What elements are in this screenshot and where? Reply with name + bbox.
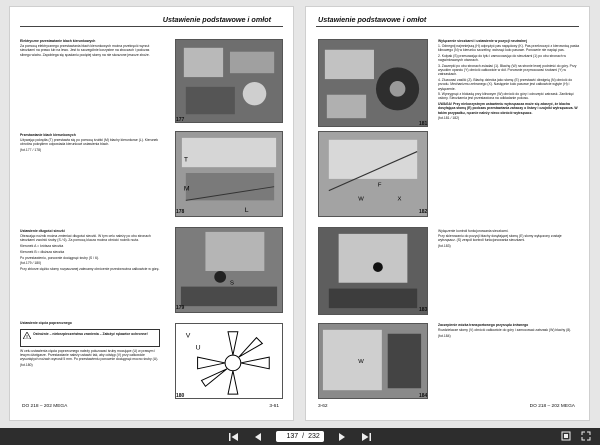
page-indicator	[276, 431, 324, 442]
svg-text:V: V	[185, 332, 191, 340]
section-chop-length	[20, 229, 160, 273]
svg-text:L: L	[244, 207, 249, 215]
figure-number: 177	[176, 117, 185, 123]
left-page	[9, 6, 294, 421]
list-item: 3. Zaczepki po obu stronach zsiadać (1). Błachę (W) na stronie lewej podnieść do góry. Przy wysokim oparciu (Y) obrócić całkowicie w dół. Ponownie przymocować śrubami (Y) w zatrzaskach.	[438, 64, 577, 77]
section-heading: Ustawienie długości sieczki	[20, 229, 65, 233]
figure-number: 179	[176, 305, 185, 311]
section-deflector-adjust	[20, 133, 160, 154]
section-electric-deflector	[20, 39, 160, 58]
viewer-toolbar	[0, 428, 600, 445]
figure-181-photo	[318, 39, 428, 127]
figure-reference: (fot.177 / 178)	[20, 148, 42, 153]
svg-text:S: S	[229, 280, 234, 287]
svg-text:M: M	[183, 185, 190, 193]
fit-page-button[interactable]	[560, 430, 572, 442]
section-heading: Elektryczne przestawianie blach kierunkowych	[20, 39, 96, 43]
figure-number: 180	[176, 393, 185, 399]
left-page-title: Ustawienie podstawowe i omłot	[162, 15, 271, 24]
last-page-button[interactable]	[360, 431, 372, 443]
fit-page-icon	[561, 431, 571, 441]
svg-text:U: U	[195, 344, 201, 352]
figure-178-photo	[175, 131, 283, 217]
next-page-button[interactable]	[336, 431, 348, 443]
section-text: Obracając nożnik można zmieniać długości sieczki. W tym celu należy po obu stronach sieczkarni zwolnić śruby (S / 6). Za pomocą klucza można obrócić nożnik noża.	[20, 234, 151, 243]
prev-page-button[interactable]	[252, 431, 264, 443]
figure-182-photo	[318, 131, 428, 217]
section-disable-monitoring	[438, 229, 580, 250]
svg-text:!: !	[26, 334, 28, 339]
last-page-icon	[361, 433, 371, 441]
total-pages: 232	[308, 433, 320, 440]
figure-179-photo	[175, 227, 283, 313]
list-item: 4. Zluzować zasilić (Z). Błachę dziecka jako słomę (E) przestawić dźwignią (N) obrócić do przodu. Mechanizmu zebranego (X). Następnie koło pasowe jest całkowicie wyjęte (H) i wyłączenie.	[438, 78, 573, 91]
svg-text:W: W	[358, 196, 364, 203]
warning-box	[20, 329, 160, 347]
section-text: Przy skierowaniu do pozycji blachy dosyłającej słomę (E) słomy wyłączony zostaje wytrząsacz. (S) zespół kontroli funkcjonowania sieczkarni.	[438, 234, 562, 243]
list-item: Kierunek A = krótsza sieczka	[20, 244, 64, 249]
list-item: 1. Odnegnij najmniejszą (H) odprężyć pas napędowy (K). Pas przekroczyć z kierownicą paska klinowego (N) w kierunku szczeliny, wcisnąć koło pasowe. Ponownie nie napiąć pas.	[438, 44, 580, 53]
figure-180-drawing	[175, 323, 283, 399]
section-heading: Zaczepienie wózka transportowego przyrządu żniwnego	[438, 323, 529, 327]
list-item: 5. Wyrzygnąć z blokadą przy klinowym (W) obrócić do góry i odrczepić zatrzask. Zaniknięć osłony. Sieczkarnia jest przestawiona na odkładanie pokosu.	[438, 92, 574, 101]
section-heading: Wyłączenie kontroli funkcjonowania sieczkarni.	[438, 229, 509, 233]
svg-text:W: W	[358, 358, 364, 365]
figure-184-photo	[318, 323, 428, 399]
section-text: Rozdzielacze słomy (V) obrócić całkowicie do góry i zamocować zatrzask (W) blachy (8).	[438, 328, 572, 333]
prev-page-icon	[254, 433, 262, 441]
figure-reference: (fot.183)	[438, 244, 451, 249]
figure-reference: (fot.184)	[438, 333, 451, 338]
page-number: 3-61	[269, 404, 279, 409]
figure-reference: (fot.180)	[20, 363, 33, 368]
fullscreen-button[interactable]	[580, 430, 592, 442]
warning-text: Ostrożnie – niebezpieczeństwo zranienia – Założyć rękawice ochronne!	[33, 332, 148, 336]
section-text: W celu ustawienia cięcia poprzecznego należy poluzować śruby mocujące (U) w prawym i lewym dźwigarze. Przestawianie należy ustawić tak, aby odstęp (V) przy całkowicie wysuniętych nożach wynosił 5 mm. Po przestawieniu ponownie dociągnąć mocno śruby (U).	[20, 349, 159, 362]
figure-number: 182	[419, 209, 428, 215]
section-text: Po przestawieniu, ponownie dociągnąć śruby (S / 6).	[20, 255, 99, 260]
section-text: Za pomocą elektrycznego przestawiania blach kierunkowych można przekręcić wyrzut sieczkarni na prawo lub na lewo. Jest to szczególnie korzystne na zboczach i podczas silnego wiatru. Zapobiega się spadaniu pociętej słomy na nie skoszone jeszcze zboże.	[20, 44, 150, 57]
section-heading: Ustawienie cięcia poprzecznego	[20, 321, 72, 325]
right-page-title: Ustawienie podstawowe i omłot	[318, 15, 427, 24]
page-footer-right: DO 218 – 202 MEGA	[529, 404, 575, 409]
list-item: 2. Kołpak (S) przesuwając do tyłu i zamocowując do sieczkarni (1) po obu stronach w nagwintowanych otworach.	[438, 54, 566, 63]
page-number-input[interactable]	[280, 433, 298, 440]
figure-number: 178	[176, 209, 185, 215]
page-number: 3-62	[318, 404, 328, 409]
toolbar-right-group	[560, 430, 592, 442]
page-footer-left: DO 218 – 202 MEGA	[22, 404, 68, 409]
svg-text:T: T	[183, 156, 189, 164]
title-rule	[20, 26, 283, 27]
fullscreen-icon	[581, 431, 591, 441]
section-text: Przy zbiorze ciężko słomy rozpaczanej zalecamy obrócenie przeciwnożna całkowicie w górę.	[20, 266, 160, 271]
next-page-icon	[338, 433, 346, 441]
section-header-trailer	[438, 323, 580, 340]
figure-number: 183	[419, 307, 428, 313]
first-page-button[interactable]	[228, 431, 240, 443]
page-separator: /	[302, 433, 305, 440]
figure-number: 184	[419, 393, 428, 399]
first-page-icon	[229, 433, 239, 441]
section-cross-cut-body	[20, 349, 160, 369]
right-page	[305, 6, 590, 421]
list-item: Kierunek B = dłuższa sieczka	[20, 249, 65, 254]
section-heading: Wyłączenie sieczkarni i ustawienie w pozycji neutralnej	[438, 39, 527, 43]
figure-reference: (fot.179 / 180)	[20, 261, 42, 266]
section-heading: Przestawianie blach kierunkowych	[20, 133, 76, 137]
figure-number: 181	[419, 121, 428, 127]
warning-note: UWAGA! Przy niekorzystnym ustawieniu wytrząsacza może się zdarzyć, że blacha dosyłająca słomę (E) podczas przestawiania zahaczy o listwy i czujniki wytrząsacza. W takim przypadku, ręcznie należy nieco obrócić wytrząsacz.	[438, 102, 578, 115]
section-disable-chopper	[438, 39, 580, 122]
title-rule	[316, 26, 579, 27]
section-cross-cut	[20, 321, 160, 326]
figure-reference: (fot.181 / 182)	[438, 116, 460, 121]
section-text: Używając pokrętła (T) przestawia się po pomocą śrubki (M) blachy kierunkowe (L). Kierunek obrotów pokrętłem odpowiada kierunkowi ustawienia blach.	[20, 138, 159, 147]
figure-177-photo	[175, 39, 283, 123]
warning-triangle-icon	[23, 332, 31, 339]
figure-183-photo	[318, 227, 428, 315]
svg-text:F: F	[377, 182, 382, 189]
svg-text:X: X	[397, 196, 402, 203]
